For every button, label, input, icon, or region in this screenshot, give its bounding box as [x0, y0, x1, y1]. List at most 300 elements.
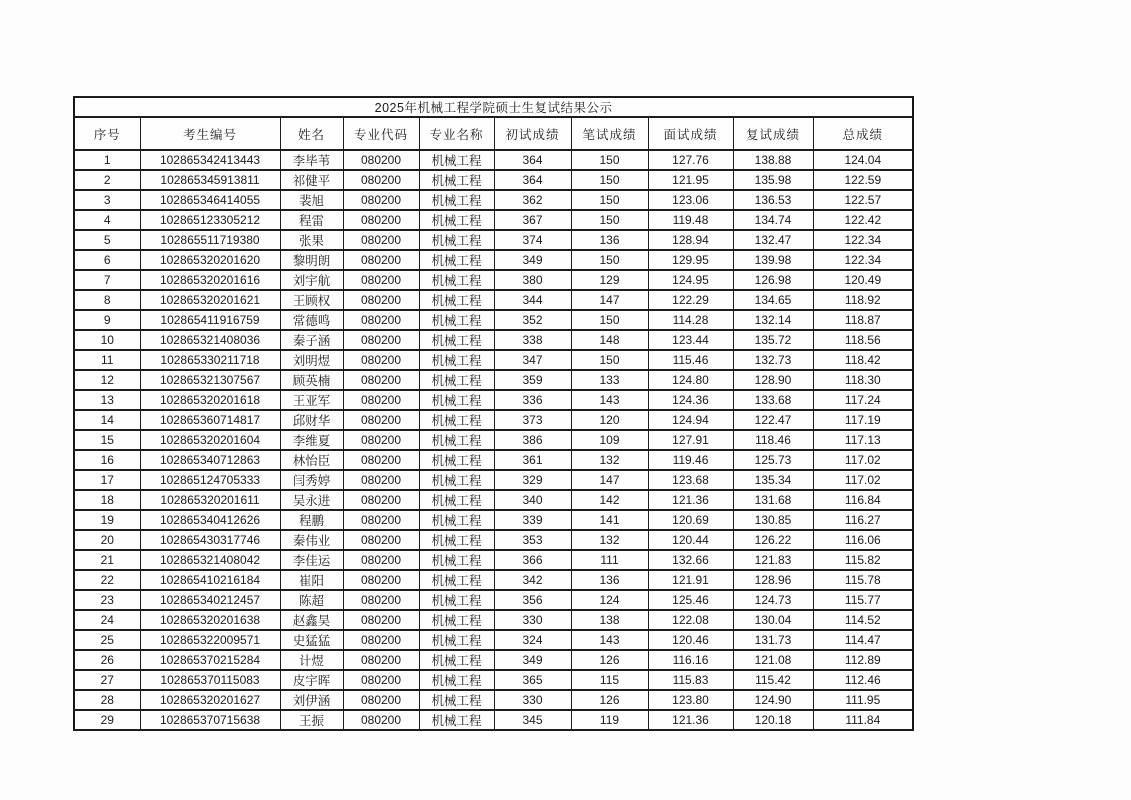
cell-major-name: 机械工程 — [419, 410, 494, 430]
cell-candidate-id: 102865411916759 — [140, 310, 280, 330]
table-row — [74, 590, 913, 610]
cell-retest-score: 124.73 — [733, 590, 813, 610]
cell-major-code: 080200 — [343, 630, 419, 650]
table-row — [74, 650, 913, 670]
cell-major-code: 080200 — [343, 650, 419, 670]
cell-initial-score: 340 — [494, 490, 571, 510]
cell-written-score: 150 — [571, 190, 648, 210]
table-row — [74, 290, 913, 310]
table-row — [74, 330, 913, 350]
cell-written-score: 143 — [571, 390, 648, 410]
cell-major-code: 080200 — [343, 310, 419, 330]
cell-major-code: 080200 — [343, 190, 419, 210]
cell-serial: 1 — [74, 150, 140, 170]
cell-candidate-id: 102865321307567 — [140, 370, 280, 390]
cell-major-name: 机械工程 — [419, 230, 494, 250]
cell-written-score: 119 — [571, 710, 648, 730]
cell-major-code: 080200 — [343, 170, 419, 190]
cell-name: 裴旭 — [280, 190, 343, 210]
cell-initial-score: 349 — [494, 250, 571, 270]
cell-serial: 13 — [74, 390, 140, 410]
table-row — [74, 550, 913, 570]
cell-retest-score: 126.98 — [733, 270, 813, 290]
table-row — [74, 630, 913, 650]
cell-retest-score: 130.04 — [733, 610, 813, 630]
cell-initial-score: 362 — [494, 190, 571, 210]
cell-interview-score: 120.46 — [648, 630, 733, 650]
cell-serial: 7 — [74, 270, 140, 290]
cell-written-score: 136 — [571, 230, 648, 250]
cell-written-score: 126 — [571, 690, 648, 710]
cell-serial: 23 — [74, 590, 140, 610]
cell-serial: 25 — [74, 630, 140, 650]
cell-total-score: 117.13 — [813, 430, 913, 450]
cell-written-score: 150 — [571, 170, 648, 190]
table-row — [74, 690, 913, 710]
cell-major-name: 机械工程 — [419, 530, 494, 550]
cell-candidate-id: 102865320201627 — [140, 690, 280, 710]
cell-total-score: 114.52 — [813, 610, 913, 630]
cell-initial-score: 356 — [494, 590, 571, 610]
cell-initial-score: 352 — [494, 310, 571, 330]
column-header-retest-score: 复试成绩 — [733, 117, 813, 150]
cell-major-name: 机械工程 — [419, 550, 494, 570]
cell-candidate-id: 102865320201616 — [140, 270, 280, 290]
cell-interview-score: 120.44 — [648, 530, 733, 550]
cell-initial-score: 386 — [494, 430, 571, 450]
cell-candidate-id: 102865320201618 — [140, 390, 280, 410]
cell-major-name: 机械工程 — [419, 170, 494, 190]
cell-total-score: 112.46 — [813, 670, 913, 690]
table-row — [74, 710, 913, 730]
cell-retest-score: 132.14 — [733, 310, 813, 330]
cell-name: 刘明煜 — [280, 350, 343, 370]
table-row — [74, 670, 913, 690]
cell-major-code: 080200 — [343, 250, 419, 270]
cell-serial: 6 — [74, 250, 140, 270]
cell-retest-score: 130.85 — [733, 510, 813, 530]
cell-major-name: 机械工程 — [419, 630, 494, 650]
cell-written-score: 138 — [571, 610, 648, 630]
cell-written-score: 109 — [571, 430, 648, 450]
table-row — [74, 410, 913, 430]
cell-name: 程雷 — [280, 210, 343, 230]
cell-serial: 5 — [74, 230, 140, 250]
cell-written-score: 132 — [571, 530, 648, 550]
cell-initial-score: 364 — [494, 150, 571, 170]
cell-initial-score: 353 — [494, 530, 571, 550]
cell-major-code: 080200 — [343, 470, 419, 490]
cell-major-code: 080200 — [343, 590, 419, 610]
cell-written-score: 120 — [571, 410, 648, 430]
column-header-major-name: 专业名称 — [419, 117, 494, 150]
cell-written-score: 150 — [571, 310, 648, 330]
cell-major-name: 机械工程 — [419, 290, 494, 310]
table-row — [74, 270, 913, 290]
cell-written-score: 115 — [571, 670, 648, 690]
cell-initial-score: 373 — [494, 410, 571, 430]
cell-major-name: 机械工程 — [419, 710, 494, 730]
cell-candidate-id: 102865124705333 — [140, 470, 280, 490]
cell-interview-score: 121.36 — [648, 710, 733, 730]
cell-interview-score: 120.69 — [648, 510, 733, 530]
table-row — [74, 250, 913, 270]
cell-retest-score: 135.72 — [733, 330, 813, 350]
cell-major-code: 080200 — [343, 510, 419, 530]
cell-candidate-id: 102865320201604 — [140, 430, 280, 450]
results-table — [73, 96, 914, 731]
cell-interview-score: 115.46 — [648, 350, 733, 370]
cell-initial-score: 380 — [494, 270, 571, 290]
cell-name: 程鹏 — [280, 510, 343, 530]
cell-name: 史猛猛 — [280, 630, 343, 650]
cell-retest-score: 138.88 — [733, 150, 813, 170]
cell-interview-score: 114.28 — [648, 310, 733, 330]
cell-name: 秦伟业 — [280, 530, 343, 550]
cell-serial: 3 — [74, 190, 140, 210]
cell-interview-score: 124.36 — [648, 390, 733, 410]
cell-retest-score: 122.47 — [733, 410, 813, 430]
cell-total-score: 117.19 — [813, 410, 913, 430]
cell-candidate-id: 102865346414055 — [140, 190, 280, 210]
column-header-serial: 序号 — [74, 117, 140, 150]
cell-initial-score: 329 — [494, 470, 571, 490]
cell-written-score: 133 — [571, 370, 648, 390]
cell-candidate-id: 102865410216184 — [140, 570, 280, 590]
cell-serial: 11 — [74, 350, 140, 370]
table-row — [74, 570, 913, 590]
cell-major-code: 080200 — [343, 610, 419, 630]
cell-major-code: 080200 — [343, 670, 419, 690]
cell-name: 邱财华 — [280, 410, 343, 430]
table-row — [74, 430, 913, 450]
header-row — [74, 117, 913, 150]
cell-name: 林怡臣 — [280, 450, 343, 470]
title-row — [74, 97, 913, 117]
cell-interview-score: 123.44 — [648, 330, 733, 350]
cell-candidate-id: 102865320201638 — [140, 610, 280, 630]
cell-interview-score: 124.94 — [648, 410, 733, 430]
table-row — [74, 390, 913, 410]
cell-candidate-id: 102865345913811 — [140, 170, 280, 190]
cell-candidate-id: 102865370215284 — [140, 650, 280, 670]
cell-name: 秦子涵 — [280, 330, 343, 350]
cell-total-score: 112.89 — [813, 650, 913, 670]
cell-written-score: 124 — [571, 590, 648, 610]
cell-interview-score: 121.95 — [648, 170, 733, 190]
cell-serial: 27 — [74, 670, 140, 690]
cell-retest-score: 135.34 — [733, 470, 813, 490]
cell-name: 皮宇晖 — [280, 670, 343, 690]
cell-major-code: 080200 — [343, 710, 419, 730]
cell-candidate-id: 102865360714817 — [140, 410, 280, 430]
cell-initial-score: 359 — [494, 370, 571, 390]
cell-interview-score: 122.08 — [648, 610, 733, 630]
cell-candidate-id: 102865370115083 — [140, 670, 280, 690]
cell-total-score: 122.57 — [813, 190, 913, 210]
table-row — [74, 210, 913, 230]
table-row — [74, 150, 913, 170]
cell-interview-score: 121.36 — [648, 490, 733, 510]
cell-interview-score: 119.48 — [648, 210, 733, 230]
cell-initial-score: 347 — [494, 350, 571, 370]
cell-initial-score: 338 — [494, 330, 571, 350]
cell-serial: 24 — [74, 610, 140, 630]
cell-written-score: 111 — [571, 550, 648, 570]
cell-name: 王振 — [280, 710, 343, 730]
cell-initial-score: 336 — [494, 390, 571, 410]
cell-name: 常德鸣 — [280, 310, 343, 330]
cell-retest-score: 115.42 — [733, 670, 813, 690]
cell-initial-score: 367 — [494, 210, 571, 230]
cell-major-code: 080200 — [343, 570, 419, 590]
cell-name: 李维夏 — [280, 430, 343, 450]
cell-retest-score: 120.18 — [733, 710, 813, 730]
results-table-body — [74, 97, 913, 730]
cell-written-score: 129 — [571, 270, 648, 290]
cell-candidate-id: 102865430317746 — [140, 530, 280, 550]
cell-written-score: 132 — [571, 450, 648, 470]
cell-written-score: 147 — [571, 290, 648, 310]
cell-major-name: 机械工程 — [419, 350, 494, 370]
cell-interview-score: 124.80 — [648, 370, 733, 390]
table-row — [74, 190, 913, 210]
column-header-major-code: 专业代码 — [343, 117, 419, 150]
cell-candidate-id: 102865321408042 — [140, 550, 280, 570]
cell-major-name: 机械工程 — [419, 310, 494, 330]
table-row — [74, 470, 913, 490]
cell-major-name: 机械工程 — [419, 330, 494, 350]
cell-candidate-id: 102865511719380 — [140, 230, 280, 250]
cell-major-code: 080200 — [343, 270, 419, 290]
cell-written-score: 150 — [571, 150, 648, 170]
cell-serial: 16 — [74, 450, 140, 470]
table-row — [74, 610, 913, 630]
cell-serial: 10 — [74, 330, 140, 350]
cell-total-score: 122.59 — [813, 170, 913, 190]
column-header-interview-score: 面试成绩 — [648, 117, 733, 150]
cell-interview-score: 127.76 — [648, 150, 733, 170]
cell-initial-score: 366 — [494, 550, 571, 570]
cell-initial-score: 345 — [494, 710, 571, 730]
table-title: 2025年机械工程学院硕士生复试结果公示 — [74, 97, 913, 117]
cell-name: 刘伊涵 — [280, 690, 343, 710]
table-row — [74, 530, 913, 550]
cell-total-score: 118.56 — [813, 330, 913, 350]
cell-serial: 28 — [74, 690, 140, 710]
cell-name: 王顾权 — [280, 290, 343, 310]
cell-major-code: 080200 — [343, 690, 419, 710]
cell-retest-score: 133.68 — [733, 390, 813, 410]
cell-total-score: 117.02 — [813, 470, 913, 490]
cell-written-score: 150 — [571, 250, 648, 270]
cell-name: 李佳运 — [280, 550, 343, 570]
cell-interview-score: 124.95 — [648, 270, 733, 290]
cell-initial-score: 330 — [494, 690, 571, 710]
cell-name: 黎明朗 — [280, 250, 343, 270]
cell-major-name: 机械工程 — [419, 510, 494, 530]
table-row — [74, 310, 913, 330]
cell-total-score: 122.42 — [813, 210, 913, 230]
cell-name: 闫秀婷 — [280, 470, 343, 490]
cell-major-code: 080200 — [343, 450, 419, 470]
cell-total-score: 124.04 — [813, 150, 913, 170]
cell-candidate-id: 102865123305212 — [140, 210, 280, 230]
cell-major-name: 机械工程 — [419, 430, 494, 450]
cell-written-score: 126 — [571, 650, 648, 670]
cell-major-code: 080200 — [343, 490, 419, 510]
cell-interview-score: 129.95 — [648, 250, 733, 270]
cell-candidate-id: 102865321408036 — [140, 330, 280, 350]
cell-retest-score: 136.53 — [733, 190, 813, 210]
cell-major-code: 080200 — [343, 210, 419, 230]
cell-candidate-id: 102865330211718 — [140, 350, 280, 370]
cell-major-code: 080200 — [343, 430, 419, 450]
cell-serial: 20 — [74, 530, 140, 550]
cell-interview-score: 128.94 — [648, 230, 733, 250]
cell-serial: 29 — [74, 710, 140, 730]
cell-major-name: 机械工程 — [419, 370, 494, 390]
cell-total-score: 118.30 — [813, 370, 913, 390]
cell-total-score: 115.82 — [813, 550, 913, 570]
cell-total-score: 115.77 — [813, 590, 913, 610]
cell-interview-score: 127.91 — [648, 430, 733, 450]
cell-serial: 21 — [74, 550, 140, 570]
cell-interview-score: 125.46 — [648, 590, 733, 610]
cell-major-code: 080200 — [343, 390, 419, 410]
cell-total-score: 118.92 — [813, 290, 913, 310]
cell-total-score: 116.06 — [813, 530, 913, 550]
table-row — [74, 490, 913, 510]
cell-serial: 18 — [74, 490, 140, 510]
table-row — [74, 170, 913, 190]
cell-retest-score: 118.46 — [733, 430, 813, 450]
cell-total-score: 115.78 — [813, 570, 913, 590]
cell-retest-score: 125.73 — [733, 450, 813, 470]
cell-interview-score: 123.80 — [648, 690, 733, 710]
cell-serial: 26 — [74, 650, 140, 670]
cell-total-score: 117.24 — [813, 390, 913, 410]
cell-written-score: 147 — [571, 470, 648, 490]
table-row — [74, 510, 913, 530]
cell-major-code: 080200 — [343, 370, 419, 390]
cell-retest-score: 132.73 — [733, 350, 813, 370]
cell-major-code: 080200 — [343, 550, 419, 570]
cell-interview-score: 119.46 — [648, 450, 733, 470]
cell-name: 顾英楠 — [280, 370, 343, 390]
cell-initial-score: 374 — [494, 230, 571, 250]
cell-serial: 12 — [74, 370, 140, 390]
cell-major-name: 机械工程 — [419, 390, 494, 410]
cell-major-name: 机械工程 — [419, 250, 494, 270]
cell-serial: 17 — [74, 470, 140, 490]
cell-name: 赵鑫昊 — [280, 610, 343, 630]
cell-retest-score: 131.73 — [733, 630, 813, 650]
cell-name: 计煜 — [280, 650, 343, 670]
cell-written-score: 136 — [571, 570, 648, 590]
cell-initial-score: 330 — [494, 610, 571, 630]
cell-name: 刘宇航 — [280, 270, 343, 290]
cell-name: 吴永进 — [280, 490, 343, 510]
cell-serial: 9 — [74, 310, 140, 330]
table-row — [74, 450, 913, 470]
cell-total-score: 116.84 — [813, 490, 913, 510]
cell-interview-score: 123.06 — [648, 190, 733, 210]
cell-candidate-id: 102865340412626 — [140, 510, 280, 530]
cell-candidate-id: 102865322009571 — [140, 630, 280, 650]
cell-retest-score: 139.98 — [733, 250, 813, 270]
cell-initial-score: 339 — [494, 510, 571, 530]
cell-interview-score: 121.91 — [648, 570, 733, 590]
cell-total-score: 114.47 — [813, 630, 913, 650]
cell-initial-score: 342 — [494, 570, 571, 590]
cell-serial: 4 — [74, 210, 140, 230]
cell-retest-score: 132.47 — [733, 230, 813, 250]
cell-retest-score: 128.96 — [733, 570, 813, 590]
cell-total-score: 118.42 — [813, 350, 913, 370]
table-row — [74, 370, 913, 390]
cell-name: 陈超 — [280, 590, 343, 610]
cell-total-score: 122.34 — [813, 250, 913, 270]
table-row — [74, 350, 913, 370]
cell-name: 王亚军 — [280, 390, 343, 410]
cell-serial: 22 — [74, 570, 140, 590]
cell-major-name: 机械工程 — [419, 610, 494, 630]
cell-candidate-id: 102865320201621 — [140, 290, 280, 310]
table-row — [74, 230, 913, 250]
cell-retest-score: 135.98 — [733, 170, 813, 190]
cell-total-score: 122.34 — [813, 230, 913, 250]
column-header-name: 姓名 — [280, 117, 343, 150]
cell-total-score: 116.27 — [813, 510, 913, 530]
cell-interview-score: 116.16 — [648, 650, 733, 670]
cell-total-score: 111.84 — [813, 710, 913, 730]
cell-major-name: 机械工程 — [419, 670, 494, 690]
cell-total-score: 117.02 — [813, 450, 913, 470]
column-header-initial-score: 初试成绩 — [494, 117, 571, 150]
cell-written-score: 148 — [571, 330, 648, 350]
cell-retest-score: 124.90 — [733, 690, 813, 710]
cell-name: 祁健平 — [280, 170, 343, 190]
cell-retest-score: 126.22 — [733, 530, 813, 550]
cell-initial-score: 324 — [494, 630, 571, 650]
cell-major-name: 机械工程 — [419, 190, 494, 210]
cell-initial-score: 344 — [494, 290, 571, 310]
cell-candidate-id: 102865340712863 — [140, 450, 280, 470]
cell-total-score: 120.49 — [813, 270, 913, 290]
cell-interview-score: 123.68 — [648, 470, 733, 490]
cell-interview-score: 132.66 — [648, 550, 733, 570]
cell-candidate-id: 102865370715638 — [140, 710, 280, 730]
cell-total-score: 111.95 — [813, 690, 913, 710]
cell-retest-score: 134.74 — [733, 210, 813, 230]
cell-name: 张果 — [280, 230, 343, 250]
cell-retest-score: 128.90 — [733, 370, 813, 390]
cell-major-name: 机械工程 — [419, 650, 494, 670]
cell-major-name: 机械工程 — [419, 150, 494, 170]
cell-retest-score: 134.65 — [733, 290, 813, 310]
cell-serial: 2 — [74, 170, 140, 190]
cell-interview-score: 122.29 — [648, 290, 733, 310]
cell-initial-score: 361 — [494, 450, 571, 470]
cell-total-score: 118.87 — [813, 310, 913, 330]
cell-major-name: 机械工程 — [419, 570, 494, 590]
cell-major-code: 080200 — [343, 530, 419, 550]
cell-name: 崔阳 — [280, 570, 343, 590]
cell-initial-score: 349 — [494, 650, 571, 670]
cell-major-code: 080200 — [343, 330, 419, 350]
cell-major-name: 机械工程 — [419, 210, 494, 230]
